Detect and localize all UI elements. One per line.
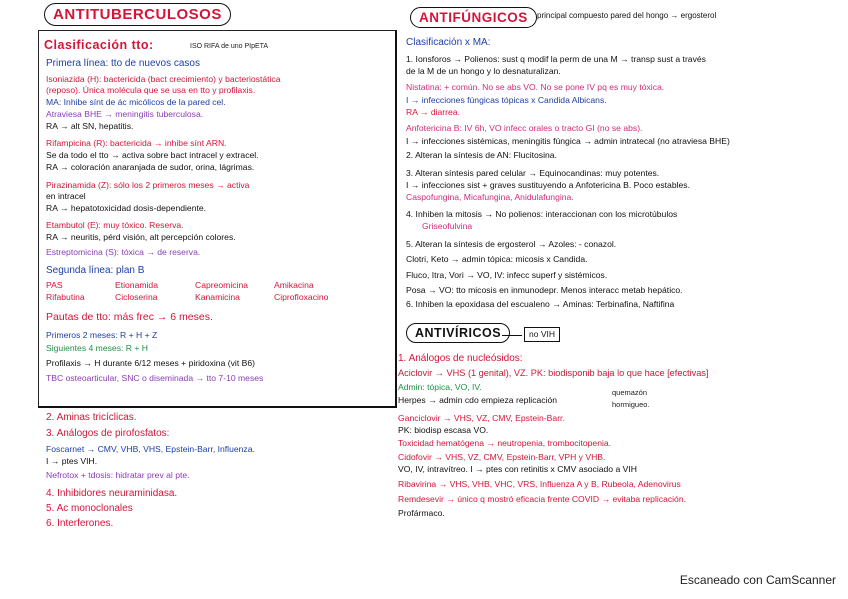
camscanner-watermark: Escaneado con CamScanner bbox=[679, 573, 836, 587]
clotri-keto: Clotri, Keto → admin tópica: micosis x Candida. bbox=[406, 254, 588, 264]
second-line-drug: Capreomicina bbox=[195, 280, 249, 290]
rifampicina-ra: RA → coloración anaranjada de sudor, orina, lágrimas. bbox=[46, 162, 255, 172]
herpes-replicacion: Herpes → admin cdo empieza replicación bbox=[398, 395, 558, 405]
toxicidad-hematogena: Toxicidad hematógena → neutropenia, trombocitopenia. bbox=[398, 438, 612, 448]
profilaxis: Profilaxis → H durante 6/12 meses + piridoxina (vit B6) bbox=[46, 358, 255, 368]
rifampicina-tto: Se da todo el tto → activa sobre bact intracel y extracel. bbox=[46, 150, 259, 160]
ac-monoclonales: 5. Ac monoclonales bbox=[46, 503, 133, 514]
remdesevir: Remdesevir → único q mostró eficacia frente COVID → evitaba replicación. bbox=[398, 494, 687, 504]
analogos-nucleosidos: 1. Análogos de nucleósidos: bbox=[398, 353, 523, 364]
fluco-itra-vori: Fluco, Itra, Vori → VO, IV: infecc superf y sistémicos. bbox=[406, 270, 608, 280]
etambutol: Etambutol (E): muy tóxico. Reserva. bbox=[46, 220, 184, 230]
cidofovir: Cidofovir → VHS, VZ, CMV, Epstein-Barr, VPH y VHB. bbox=[398, 452, 606, 462]
no-vih-tag: no VIH bbox=[524, 327, 560, 342]
left-divider bbox=[38, 406, 396, 408]
aminas-triciclicas: 2. Aminas tricíclicas. bbox=[46, 412, 137, 423]
ganciclovir: Ganciclovir → VHS, VZ, CMV, Epstein-Barr. bbox=[398, 413, 565, 423]
second-line-drug: Cicloserina bbox=[115, 292, 158, 302]
antifungicos-subtitle: principal compuesto pared del hongo → ergosterol bbox=[537, 11, 717, 20]
clasificacion-ma: Clasificación x MA: bbox=[406, 37, 491, 48]
isoniazida-bhe: Atraviesa BHE → meningitis tuberculosa. bbox=[46, 109, 204, 119]
herpes-note-hormigueo: hormigueo. bbox=[612, 400, 650, 409]
second-line-drug: Amikacina bbox=[274, 280, 314, 290]
ionsforos-cont: de la M de un hongo y lo desnaturalizan. bbox=[406, 66, 561, 76]
second-line: Segunda línea: plan B bbox=[46, 265, 145, 276]
nefrotox: Nefrotox + tdosis: hidratar prev al pte. bbox=[46, 470, 190, 480]
foscarnet-indicacion: I → ptes VIH. bbox=[46, 456, 98, 466]
posa: Posa → VO: tto micosis en inmunodepr. Menos interacc metab hepático. bbox=[406, 285, 683, 295]
antifungicos-title: ANTIFÚNGICOS bbox=[410, 7, 537, 28]
anfotericina: Anfotericina B: IV 6h, VO infecc orales o tracto GI (no se abs). bbox=[406, 123, 643, 133]
flucitosina: 2. Alteran la síntesis de AN: Flucitosina. bbox=[406, 150, 557, 160]
tbc-osteoarticular: TBC osteoarticular, SNC o diseminada → tto 7-10 meses bbox=[46, 373, 264, 383]
antituberculosos-title: ANTITUBERCULOSOS bbox=[44, 3, 231, 26]
pautas-tto: Pautas de tto: más frec → 6 meses. bbox=[46, 311, 213, 323]
second-line-drug: Kanamicina bbox=[195, 292, 240, 302]
estreptomicina: Estreptomicina (S): tóxica → de reserva. bbox=[46, 247, 201, 257]
ribavirina: Ribavirina → VHS, VHB, VHC, VRS, Influenza A y B, Rubeola, Adenovirus bbox=[398, 479, 681, 489]
isoniazida-ra: RA → alt SN, hepatitis. bbox=[46, 121, 134, 131]
azoles: 5. Alteran la síntesis de ergosterol → Azoles: - conazol. bbox=[406, 239, 617, 249]
arrow-icon bbox=[502, 335, 522, 336]
interferones: 6. Interferones. bbox=[46, 518, 114, 529]
nistatina: Nistatina: + común. No se abs VO. No se pone IV pq es muy tóxica. bbox=[406, 82, 665, 92]
antiviricos-title: ANTIVÍRICOS bbox=[406, 323, 510, 343]
ionsforos: 1. Ionsforos → Polienos: sust q modif la perm de una M → transp sust a través bbox=[406, 54, 706, 64]
foscarnet: Foscarnet → CMV, VHB, VHS, Epstein-Barr, Influenza. bbox=[46, 444, 255, 454]
isoniazida-ma: MA: Inhibe sínt de ác micólicos de la pared cel. bbox=[46, 97, 226, 107]
equinocandinas-indicacion: I → infecciones sist + graves sustituyendo a Anfotericina B. Poco estables. bbox=[406, 180, 690, 190]
analogos-pirofosfatos: 3. Análogos de pirofosfatos: bbox=[46, 428, 170, 439]
herpes-note-quemazon: quemazón bbox=[612, 388, 648, 397]
first-line: Primera línea: tto de nuevos casos bbox=[46, 58, 200, 69]
pirazinamida-cont: en intracel bbox=[46, 191, 86, 201]
aciclovir-admin: Admin: tópica, VO, IV. bbox=[398, 382, 482, 392]
rifampicina: Rifampicina (R): bactericida → inhibe sínt ARN. bbox=[46, 138, 227, 148]
etambutol-ra: RA → neuritis, pérd visión, alt percepción colores. bbox=[46, 232, 236, 242]
second-line-drug: Ciprofloxacino bbox=[274, 292, 329, 302]
equinocandinas-drugs: Caspofungina, Micafungina, Anidulafungina. bbox=[406, 192, 574, 202]
pirazinamida: Pirazinamida (Z): sólo los 2 primeros meses → activa bbox=[46, 180, 250, 190]
inhibidores-neuraminidasa: 4. Inhibidores neuraminidasa. bbox=[46, 488, 178, 499]
cidofovir-admin: VO, IV, intravítreo. I → ptes con retinitis x CMV asociado a VIH bbox=[398, 464, 637, 474]
classification-label: Clasificación tto: bbox=[44, 38, 154, 52]
griseofulvina: Griseofulvina bbox=[422, 221, 473, 231]
pirazinamida-ra: RA → hepatotoxicidad dosis-dependiente. bbox=[46, 203, 207, 213]
profarmaco: Profármaco. bbox=[398, 508, 445, 518]
anfotericina-indicacion: I → infecciones sistémicas, meningitis fúngica → admin intratecal (no atraviesa BHE) bbox=[406, 136, 730, 146]
primeros-meses: Primeros 2 meses: R + H + Z bbox=[46, 330, 158, 340]
ganciclovir-pk: PK: biodisp escasa VO. bbox=[398, 425, 489, 435]
nistatina-ra: RA → diarrea. bbox=[406, 107, 460, 117]
aciclovir: Aciclovir → VHS (1 genital), VZ. PK: biodisponib baja lo que hace [efectivas] bbox=[398, 368, 709, 378]
isoniazida-cont: (reposo). Única molécula que se usa en tto y profilaxis. bbox=[46, 85, 256, 95]
second-line-drug: PAS bbox=[46, 280, 63, 290]
nistatina-indicacion: I → infecciones fúngicas tópicas x Candida Albicans. bbox=[406, 95, 607, 105]
siguientes-meses: Siguientes 4 meses: R + H bbox=[46, 343, 148, 353]
isoniazida: Isoniazida (H): bactericida (bact crecimiento) y bacteriostática bbox=[46, 74, 281, 84]
no-polienos: 4. Inhiben la mitosis → No polienos: interaccionan con los microtúbulos bbox=[406, 209, 678, 219]
second-line-drug: Etionamida bbox=[115, 280, 158, 290]
epoxidasa: 6. Inhiben la epoxidasa del escualeno → Aminas: Terbinafina, Naftifina bbox=[406, 299, 675, 309]
mnemonic: ISO RIFA de uno PIpETA bbox=[190, 43, 269, 50]
equinocandinas: 3. Alteran síntesis pared celular → Equinocandinas: muy potentes. bbox=[406, 168, 660, 178]
second-line-drug: Rifabutina bbox=[46, 292, 85, 302]
